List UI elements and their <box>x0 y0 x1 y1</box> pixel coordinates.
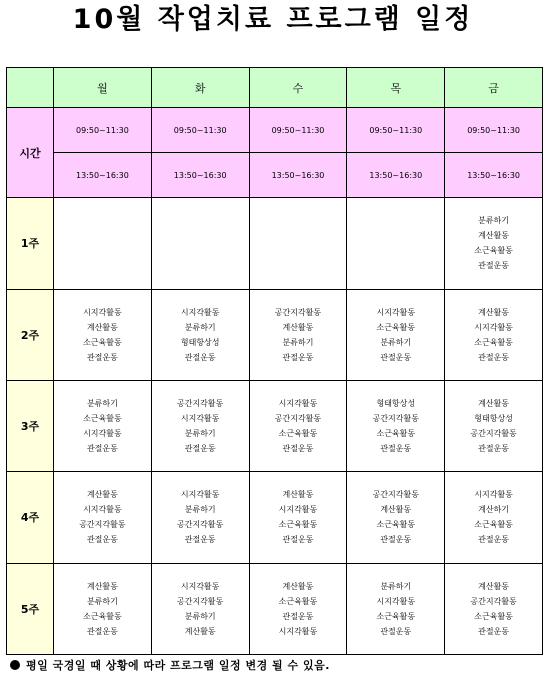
activity-cell <box>151 289 249 380</box>
activity-item: 공간지각활동 <box>274 414 322 424</box>
activity-item: 관절운동 <box>184 535 216 545</box>
activity-cell <box>445 289 543 380</box>
activity-item: 공간지각활동 <box>372 414 419 424</box>
activity-item: 계산활동 <box>86 581 118 591</box>
activity-item: 공간지각활동 <box>79 520 126 530</box>
activity-cell <box>151 198 249 289</box>
time-slot: 09:50~11:30 <box>249 108 347 153</box>
activity-item: 계산활동 <box>380 505 412 515</box>
week-row <box>7 380 543 471</box>
time-slot: 09:50~11:30 <box>445 108 543 153</box>
activity-cell <box>249 289 347 380</box>
activity-cell <box>54 198 152 289</box>
activity-item: 소근육활동 <box>376 322 416 332</box>
activity-item: 시지각활동 <box>180 414 220 424</box>
activity-item: 공간지각활동 <box>177 520 224 530</box>
time-slot: 13:50~16:30 <box>445 153 543 198</box>
activity-item: 관절운동 <box>478 535 510 545</box>
bullet-icon <box>10 660 20 670</box>
week-label: 2주 <box>7 289 54 380</box>
activity-item: 분류하기 <box>184 429 216 439</box>
day-header: 화 <box>151 68 249 108</box>
activity-item: 관절운동 <box>86 352 118 362</box>
activity-item: 소근육활동 <box>376 429 416 439</box>
activity-cell <box>54 380 152 471</box>
week-label: 3주 <box>7 380 54 471</box>
activity-item: 분류하기 <box>184 322 216 332</box>
activity-item: 관절운동 <box>282 352 314 362</box>
activity-item: 관절운동 <box>86 535 118 545</box>
week-label: 5주 <box>7 563 54 654</box>
activity-item: 분류하기 <box>184 611 216 621</box>
activity-item: 계산활동 <box>86 490 118 500</box>
activity-item: 관절운동 <box>380 626 412 636</box>
activity-item: 공간지각활동 <box>470 596 517 606</box>
activity-item: 계산하기 <box>478 505 510 515</box>
activity-item: 소근육활동 <box>83 611 122 621</box>
activity-item: 소근육활동 <box>376 520 416 530</box>
footnote-text: 평일 국경일 때 상황에 따라 프로그램 일정 변경 될 수 있음. <box>26 659 330 672</box>
week-row <box>7 472 543 563</box>
activity-item: 형태항상성 <box>474 414 513 424</box>
week-row <box>7 563 543 654</box>
activity-item: 관절운동 <box>380 444 412 454</box>
activity-item: 관절운동 <box>184 444 216 454</box>
activity-item: 형태항상성 <box>180 337 220 347</box>
activity-item: 공간지각활동 <box>372 490 419 500</box>
activity-cell <box>151 472 249 563</box>
activity-item: 소근육활동 <box>83 414 122 424</box>
page-title: 10월 작업치료 프로그램 일정 <box>72 4 474 35</box>
activity-item: 관절운동 <box>478 352 510 362</box>
activity-item: 계산활동 <box>478 581 510 591</box>
activity-cell <box>445 380 543 471</box>
activity-cell <box>249 198 347 289</box>
week-row <box>7 289 543 380</box>
activity-item: 소근육활동 <box>474 611 513 621</box>
time-slot: 13:50~16:30 <box>347 153 445 198</box>
activity-cell <box>54 472 152 563</box>
activity-item: 분류하기 <box>380 337 412 347</box>
activity-item: 계산활동 <box>282 322 314 332</box>
activity-item: 관절운동 <box>184 352 216 362</box>
time-slot: 13:50~16:30 <box>54 153 152 198</box>
activity-item: 시지각활동 <box>376 307 416 317</box>
week-label: 1주 <box>7 198 54 289</box>
activity-item: 소근육활동 <box>278 596 318 606</box>
activity-cell <box>445 472 543 563</box>
activity-item: 계산활동 <box>282 581 314 591</box>
time-slot: 09:50~11:30 <box>54 108 152 153</box>
activity-item: 공간지각활동 <box>177 596 224 606</box>
activity-item: 분류하기 <box>478 216 510 226</box>
activity-item: 분류하기 <box>86 596 118 606</box>
week-label: 4주 <box>7 472 54 563</box>
time-slot: 13:50~16:30 <box>151 153 249 198</box>
activity-cell <box>347 472 445 563</box>
activity-item: 계산활동 <box>282 490 314 500</box>
activity-cell <box>151 563 249 654</box>
activity-cell <box>347 563 445 654</box>
activity-item: 공간지각활동 <box>177 399 224 409</box>
activity-item: 소근육활동 <box>278 520 318 530</box>
activity-item: 시지각활동 <box>278 399 318 409</box>
activity-item: 형태항상성 <box>376 399 416 409</box>
activity-cell <box>151 380 249 471</box>
activity-item: 소근육활동 <box>474 246 513 256</box>
activity-cell <box>347 198 445 289</box>
activity-item: 시지각활동 <box>474 490 513 500</box>
activity-item: 관절운동 <box>478 261 510 271</box>
activity-item: 계산활동 <box>478 399 510 409</box>
activity-item: 관절운동 <box>380 352 412 362</box>
activity-item: 관절운동 <box>86 626 118 636</box>
day-header: 수 <box>249 68 347 108</box>
activity-item: 시지각활동 <box>474 322 513 332</box>
activity-item: 소근육활동 <box>278 429 318 439</box>
activity-item: 분류하기 <box>86 399 118 409</box>
activity-cell <box>54 563 152 654</box>
activity-cell <box>54 289 152 380</box>
day-header: 월 <box>54 68 152 108</box>
activity-item: 계산활동 <box>86 322 118 332</box>
activity-cell <box>249 563 347 654</box>
activity-item: 관절운동 <box>282 444 314 454</box>
time-row <box>7 153 543 198</box>
activity-item: 계산활동 <box>184 626 216 636</box>
activity-item: 공간지각활동 <box>274 307 322 317</box>
activity-item: 관절운동 <box>282 535 314 545</box>
activity-item: 관절운동 <box>478 626 510 636</box>
activity-item: 소근육활동 <box>83 337 122 347</box>
activity-item: 관절운동 <box>478 444 510 454</box>
activity-item: 관절운동 <box>380 535 412 545</box>
activity-item: 계산활동 <box>478 307 510 317</box>
activity-cell <box>249 380 347 471</box>
activity-item: 시지각활동 <box>376 596 416 606</box>
time-slot: 13:50~16:30 <box>249 153 347 198</box>
day-header: 목 <box>347 68 445 108</box>
activity-item: 시지각활동 <box>278 626 318 636</box>
activity-cell <box>249 472 347 563</box>
schedule-table <box>6 67 543 655</box>
activity-item: 시지각활동 <box>180 307 220 317</box>
activity-item: 계산활동 <box>478 231 510 241</box>
activity-item: 공간지각활동 <box>470 429 517 439</box>
activity-item: 관절운동 <box>86 444 118 454</box>
time-slot: 09:50~11:30 <box>347 108 445 153</box>
day-header: 금 <box>445 68 543 108</box>
time-slot: 09:50~11:30 <box>151 108 249 153</box>
time-row <box>7 108 543 153</box>
activity-item: 시지각활동 <box>83 307 122 317</box>
activity-item: 시지각활동 <box>278 505 318 515</box>
activity-cell <box>445 563 543 654</box>
activity-item: 소근육활동 <box>474 520 513 530</box>
activity-item: 시지각활동 <box>180 581 220 591</box>
activity-cell <box>347 380 445 471</box>
activity-item: 관절운동 <box>282 611 314 621</box>
activity-cell <box>445 198 543 289</box>
header-corner-cell <box>7 68 54 108</box>
activity-item: 분류하기 <box>282 337 314 347</box>
activity-item: 시지각활동 <box>83 429 122 439</box>
time-label: 시간 <box>7 108 54 198</box>
activity-item: 시지각활동 <box>180 490 220 500</box>
activity-item: 소근육활동 <box>376 611 416 621</box>
activity-item: 시지각활동 <box>83 505 122 515</box>
activity-item: 소근육활동 <box>474 337 513 347</box>
week-row <box>7 198 543 289</box>
header-row <box>7 68 543 108</box>
activity-cell <box>347 289 445 380</box>
activity-item: 분류하기 <box>184 505 216 515</box>
activity-item: 분류하기 <box>380 581 412 591</box>
footnote <box>10 657 330 673</box>
